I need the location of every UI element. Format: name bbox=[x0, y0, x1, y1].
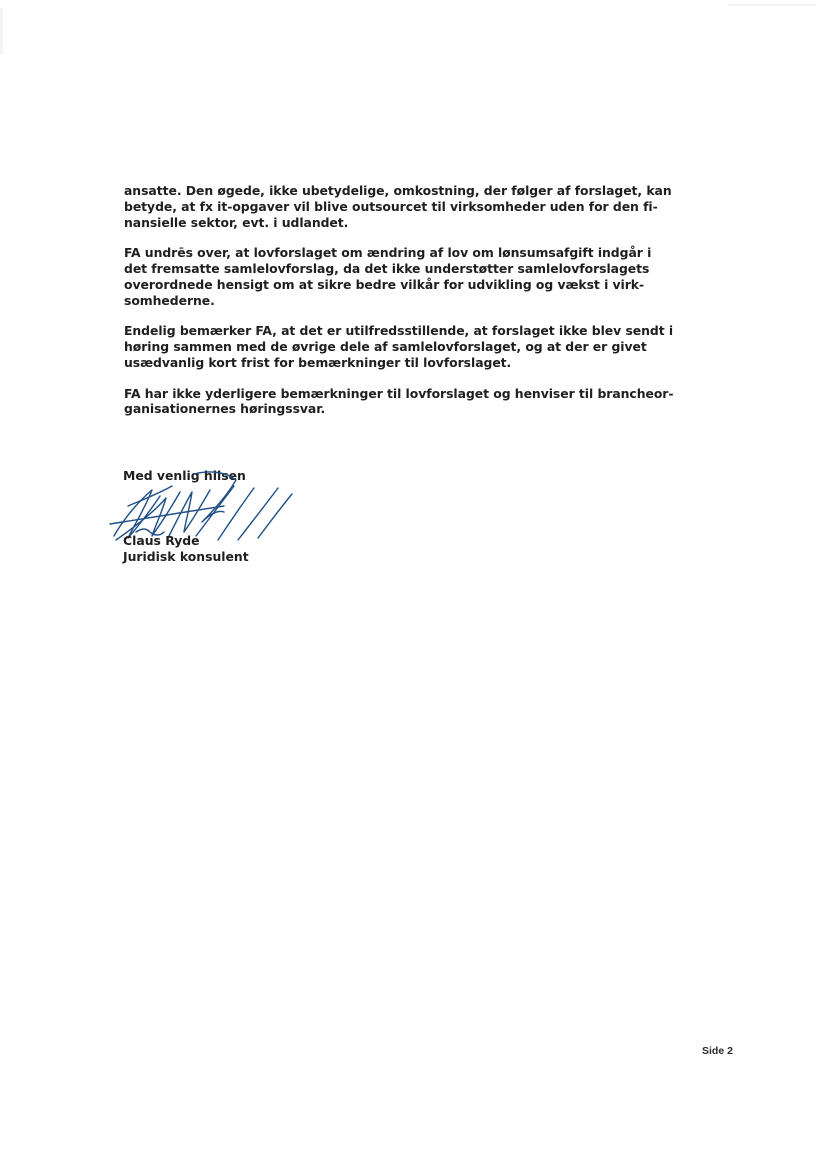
paragraph-hearing-remark bbox=[124, 323, 674, 371]
text-line: overordnede hensigt om at sikre bedre vilkår for udvikling og vækst i virk- bbox=[124, 277, 645, 293]
text-line: Endelig bemærker FA, at det er utilfredsstillende, at forslaget ikke blev sendt i bbox=[124, 323, 674, 339]
letter-body bbox=[124, 183, 674, 432]
text-line: somhederne. bbox=[124, 292, 215, 308]
signer-title: Juridisk konsulent bbox=[123, 549, 249, 564]
paragraph-final-remark bbox=[124, 385, 674, 418]
scan-edge-mark-top bbox=[728, 4, 816, 6]
closing-greeting: Med venlig hilsen bbox=[123, 468, 246, 483]
text-line: usædvanlig kort frist for bemærkninger til lovforslaget. bbox=[124, 355, 512, 371]
text-line: høring sammen med de øvrige dele af samlelovforslaget, og at der er givet bbox=[124, 339, 647, 355]
text-line: nansielle sektor, evt. i udlandet. bbox=[124, 214, 349, 230]
text-line: FA undrēs over, at lovforslaget om ændring af lov om lønsumsafgift indgår i bbox=[124, 245, 652, 261]
text-line: ansatte. Den øgede, ikke ubetydelige, omkostning, der følger af forslaget, kan bbox=[124, 183, 672, 198]
scan-edge-mark bbox=[0, 8, 3, 54]
signer-name: Claus Ryde bbox=[123, 533, 200, 548]
text-line: ganisationernes høringssvar. bbox=[124, 401, 326, 417]
paragraph-cost-consequence bbox=[124, 183, 672, 231]
page-number: Side 2 bbox=[702, 1045, 733, 1057]
text-line: betyde, at fx it-opgaver vil blive outsourcet til virksomheder uden for den fi- bbox=[124, 198, 658, 214]
paragraph-surprise bbox=[124, 245, 654, 309]
text-line: FA har ikke yderligere bemærkninger til lovforslaget og henviser til brancheor- bbox=[124, 385, 674, 401]
text-line: det fremsatte samlelovforslag, da det ikke understøtter samlelovforslagets bbox=[124, 261, 650, 277]
